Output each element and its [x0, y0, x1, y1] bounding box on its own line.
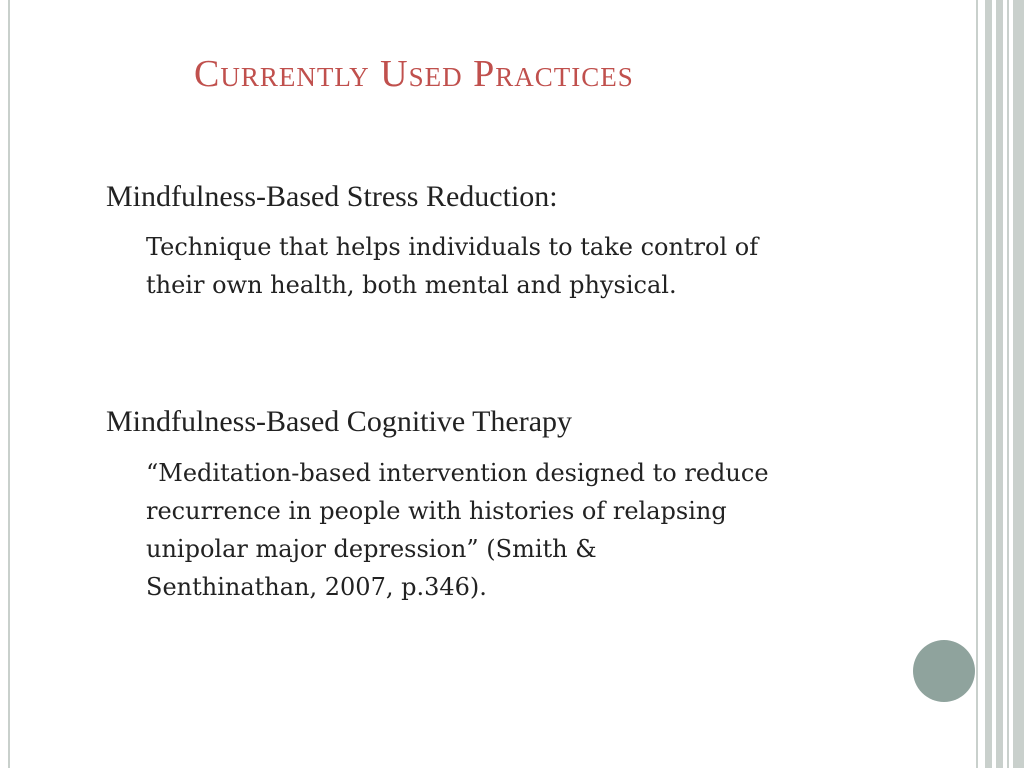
section-heading-mbsr: Mindfulness-Based Stress Reduction: [106, 180, 558, 213]
body-line: recurrence in people with histories of relapsing [146, 497, 727, 525]
body-line: Senthinathan, 2007, p.346). [146, 573, 487, 601]
right-decorative-stripes [976, 0, 1024, 768]
section-body-mbct [146, 454, 906, 606]
left-frame-line [8, 0, 10, 768]
stripe [996, 0, 1003, 768]
stripe [1013, 0, 1024, 768]
section-body-mbsr [146, 228, 906, 304]
stripe [976, 0, 978, 768]
slide-title: Currently Used Practices [194, 53, 634, 95]
body-line: “Meditation-based intervention designed to reduce [146, 459, 769, 487]
body-line: unipolar major depression” (Smith & [146, 535, 597, 563]
section-heading-mbct: Mindfulness-Based Cognitive Therapy [106, 405, 573, 438]
stripe [985, 0, 992, 768]
decorative-circle [913, 640, 975, 702]
stripe [1007, 0, 1009, 768]
body-line: Technique that helps individuals to take control of [146, 233, 759, 261]
body-line: their own health, both mental and physical. [146, 271, 677, 299]
